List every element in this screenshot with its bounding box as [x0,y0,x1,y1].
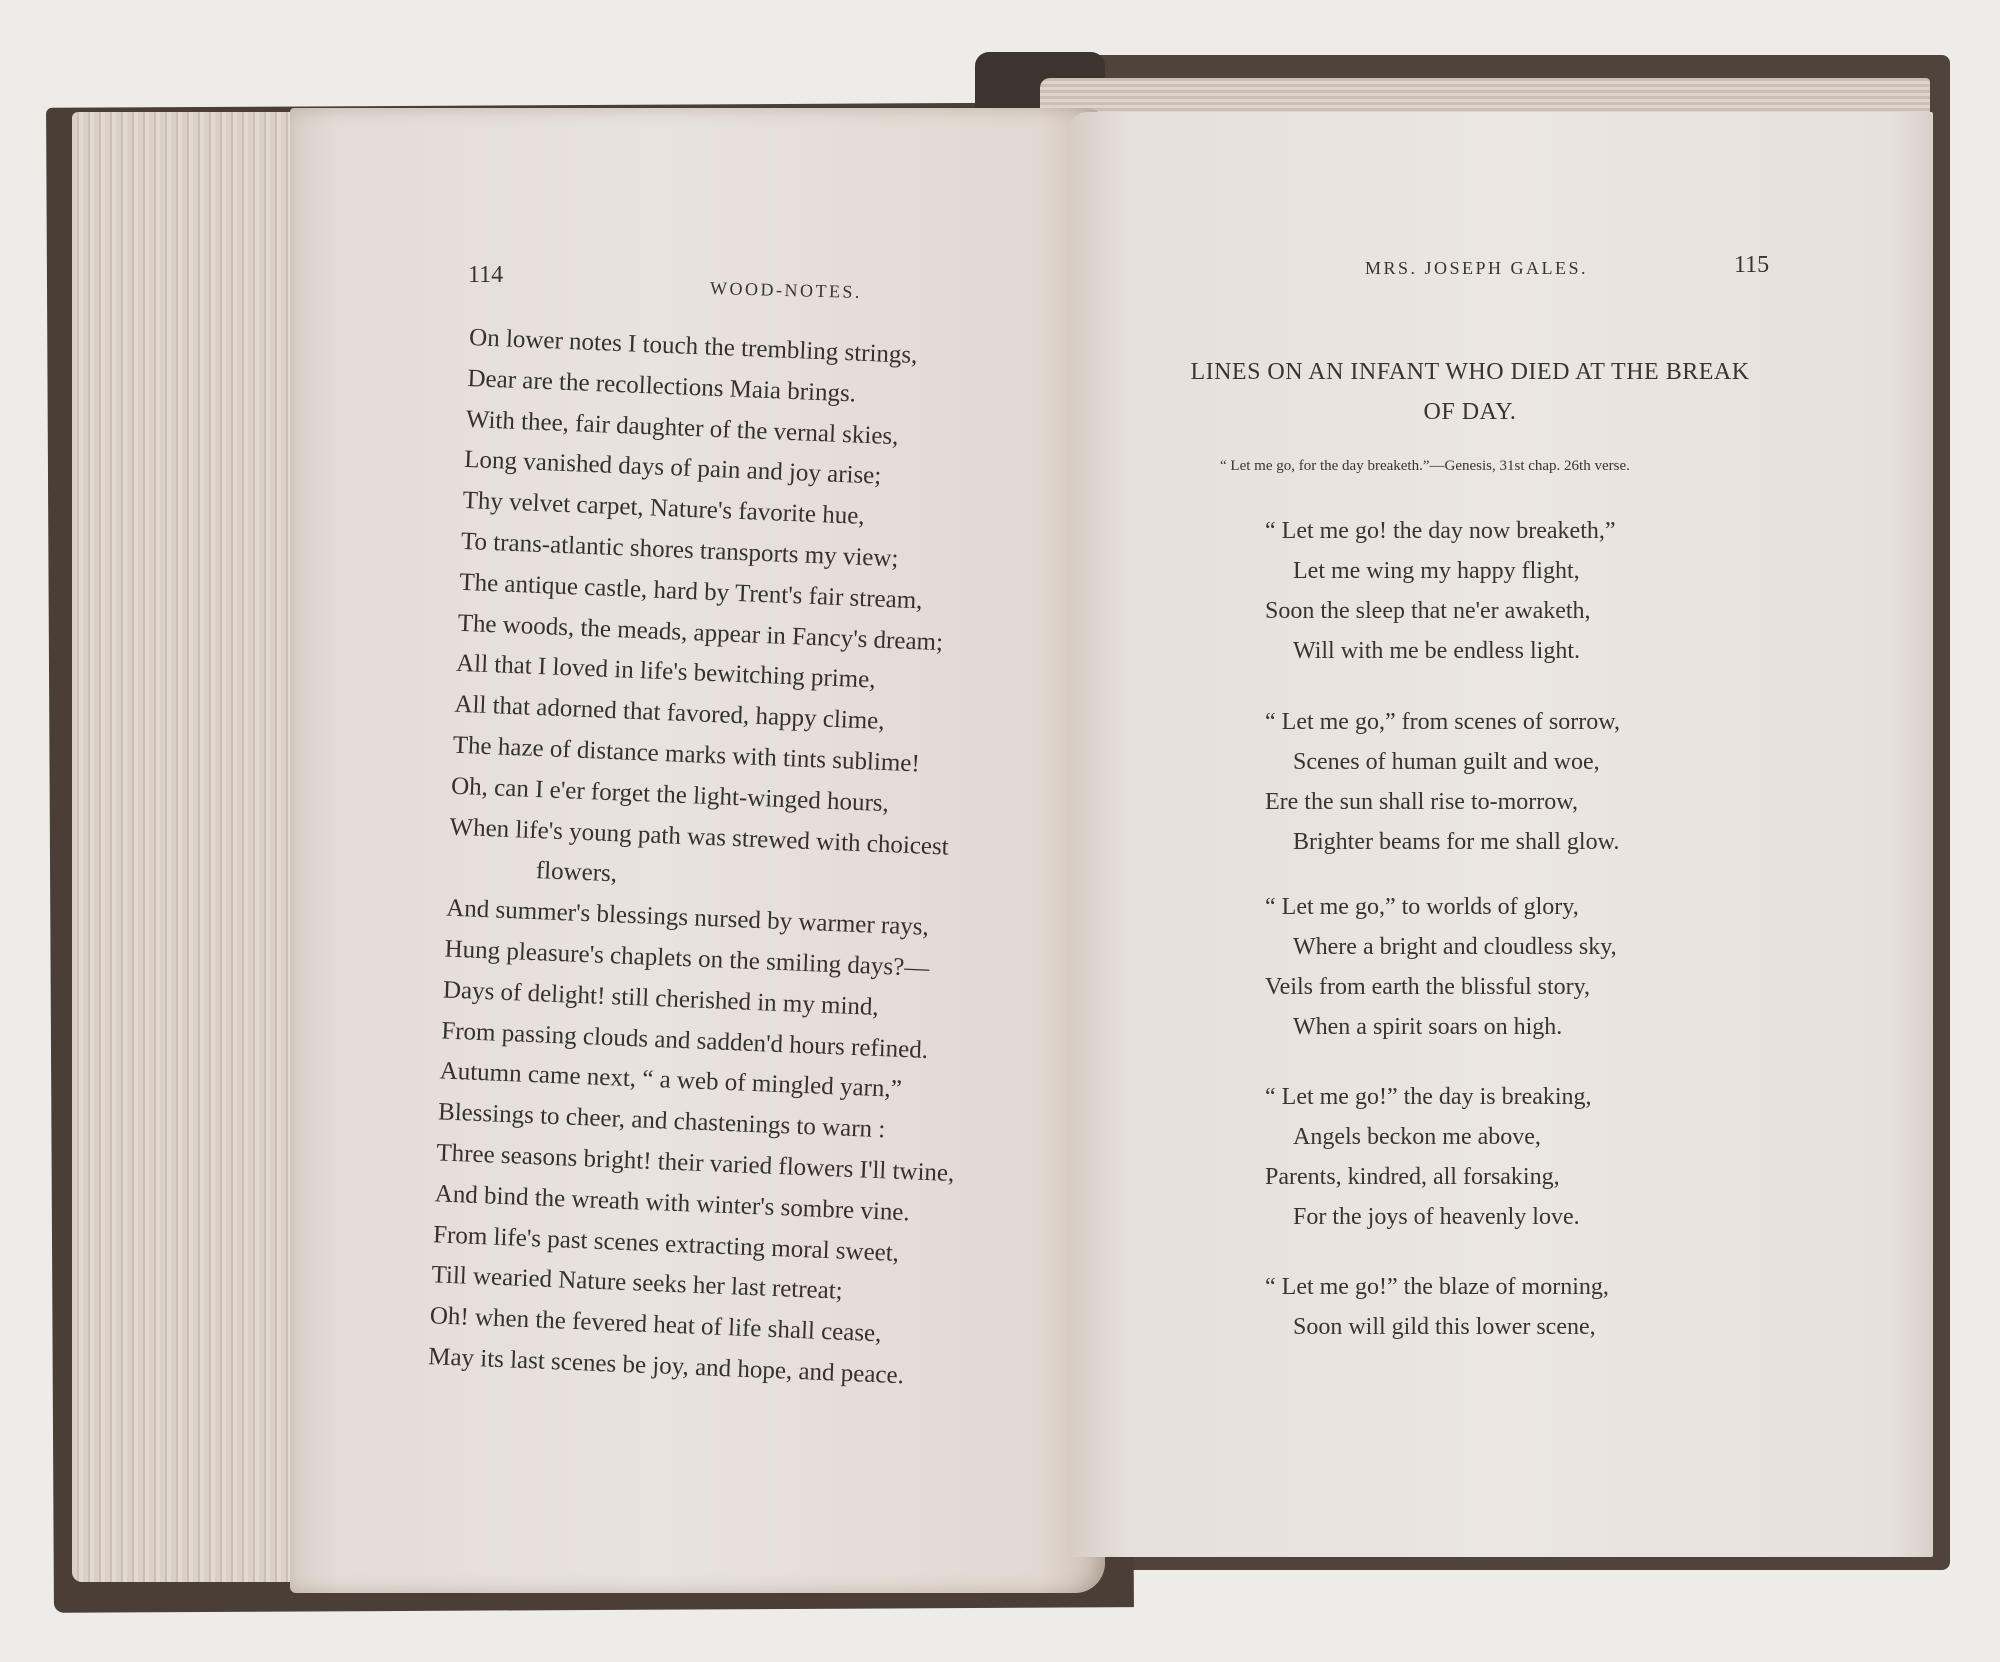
stanza-1 [1265,511,1765,671]
poem-line: Three seasons bright! their varied flowers I'll twine, [435,1139,955,1188]
stanza-line: “ Let me go,” from scenes of sorrow, [1265,709,1620,735]
stanza-line: Soon will gild this lower scene, [1293,1314,1596,1340]
stanza-line: “ Let me go!” the blaze of morning, [1265,1274,1609,1300]
stanza-line: When a spirit soars on high. [1293,1014,1563,1040]
right-page-number: 115 [1734,252,1770,278]
poem-line: Autumn came next, “ a web of mingled yarn,” [439,1057,903,1104]
stanza-line: “ Let me go!” the day is breaking, [1265,1084,1592,1110]
poem-title-line-2: OF DAY. [1423,399,1517,425]
left-poem [427,318,1089,1403]
poem-line: Thy velvet carpet, Nature's favorite hue, [462,487,866,531]
left-running-head: WOOD-NOTES. [709,278,863,302]
poem-line-turnover: flowers, [535,857,618,888]
stanza-line: “ Let me go! the day now breaketh,” [1265,518,1616,544]
poem-line: All that adorned that favored, happy clime, [453,690,886,736]
stanza-line: Let me wing my happy flight, [1293,558,1580,584]
poem-title [1160,352,1780,432]
poem-line: Long vanished days of pain and joy arise; [463,446,882,491]
poem-line: Till wearied Nature seeks her last retreat; [431,1261,844,1306]
poem-line: Days of delight! still cherished in my mind, [442,976,880,1021]
poem-title-line-1: LINES ON AN INFANT WHO DIED AT THE BREAK [1190,359,1750,385]
stanza-line: Veils from earth the blissful story, [1265,974,1591,1000]
epigraph: “ Let me go, for the day breaketh.”—Genesis, 31st chap. 26th verse. [1220,458,1630,474]
stanza-line: Will with me be endless light. [1293,638,1580,664]
stanza-line: For the joys of heavenly love. [1293,1204,1580,1230]
stanza-5 [1265,1267,1765,1347]
stanza-line: “ Let me go,” to worlds of glory, [1265,894,1579,920]
stanza-line: Soon the sleep that ne'er awaketh, [1265,598,1591,624]
page-edges-left [72,112,312,1582]
poem-line: Blessings to cheer, and chastenings to warn : [437,1098,886,1144]
stanza-2 [1265,702,1765,862]
stanza-line: Brighter beams for me shall glow. [1293,829,1620,855]
stanza-line: Ere the sun shall rise to-morrow, [1265,789,1579,815]
poem-line: The woods, the meads, appear in Fancy's dream; [457,609,944,656]
poem-line: May its last scenes be joy, and hope, and peace. [427,1343,905,1390]
poem-line: The haze of distance marks with tints sublime! [452,731,921,778]
poem-line: On lower notes I touch the trembling strings, [468,323,918,369]
stanza-3 [1265,887,1765,1047]
stanza-line: Scenes of human guilt and woe, [1293,749,1600,775]
poem-line: From passing clouds and sadden'd hours refined. [440,1016,929,1064]
poem-line: When life's young path was strewed with choicest [449,813,950,861]
poem-line: And summer's blessings nursed by warmer rays, [445,894,930,942]
poem-line: Oh, can I e'er forget the light-winged hours, [450,772,890,817]
stanza-4 [1265,1077,1765,1237]
poem-line: Oh! when the fevered heat of life shall cease, [429,1302,882,1348]
stanza-line: Angels beckon me above, [1293,1124,1541,1150]
left-page-number: 114 [468,262,504,288]
poem-line: To trans-atlantic shores transports my view; [460,527,899,573]
stanza-line: Parents, kindred, all forsaking, [1265,1164,1560,1190]
right-running-head: MRS. JOSEPH GALES. [1365,258,1589,278]
poem-line: All that I loved in life's bewitching prime, [455,650,877,694]
poem-line: Hung pleasure's chaplets on the smiling days?— [444,935,930,982]
poem-line: Dear are the recollections Maia brings. [467,364,857,408]
poem-line: From life's past scenes extracting moral sweet, [432,1220,900,1267]
poem-line: The antique castle, hard by Trent's fair stream, [458,568,923,615]
poem-line: And bind the wreath with winter's sombre vine. [434,1180,911,1227]
stanza-line: Where a bright and cloudless sky, [1293,934,1617,960]
poem-line: With thee, fair daughter of the vernal skies, [465,405,900,450]
